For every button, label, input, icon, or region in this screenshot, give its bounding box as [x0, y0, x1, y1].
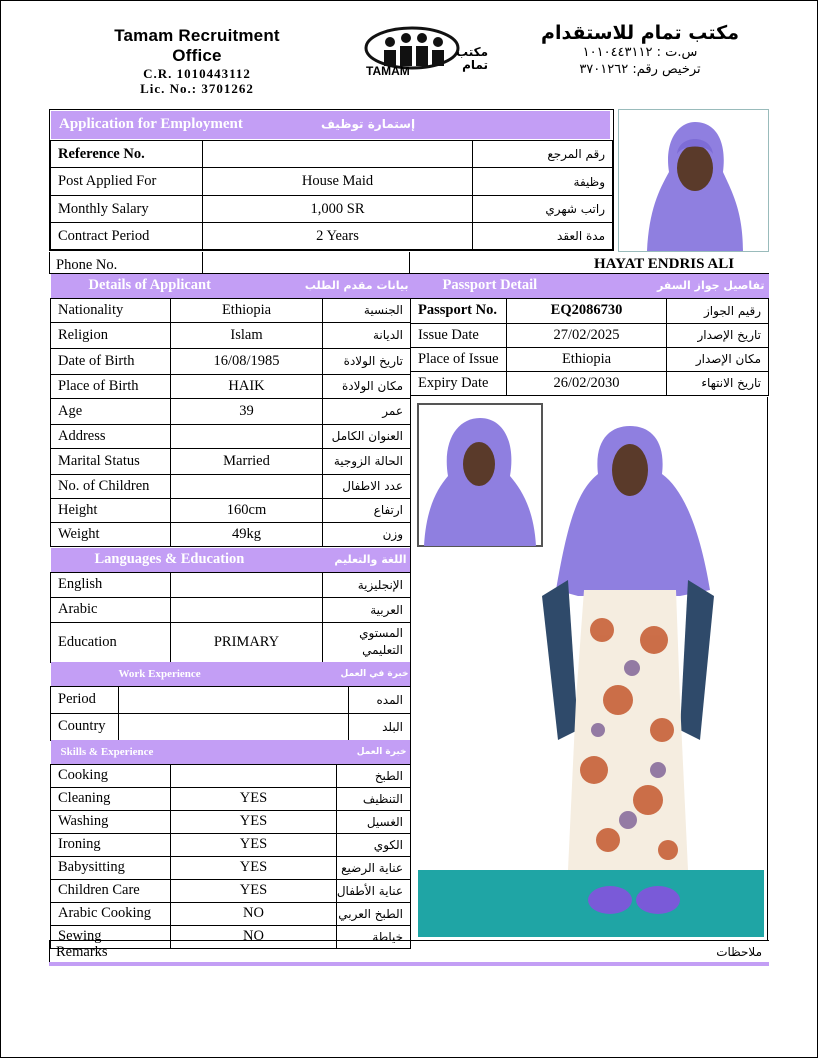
place-of-issue-label-ar: مكان الإصدار: [667, 347, 769, 371]
work-title-en: Work Experience: [51, 662, 349, 686]
table-row: [51, 879, 411, 902]
remarks-label-ar: ملاحظات: [716, 945, 762, 959]
babysitting-label: Babysitting: [51, 856, 171, 879]
age-label: Age: [51, 398, 171, 424]
sewing-label-ar: خياطة: [337, 925, 411, 948]
post-label-ar: وظيفة: [473, 168, 613, 196]
table-row: [51, 498, 411, 522]
children-value: [171, 474, 323, 498]
arabic-cooking-value: NO: [171, 902, 337, 925]
table-row: [411, 347, 769, 371]
salary-label: Monthly Salary: [51, 196, 203, 223]
age-label-ar: عمر: [323, 398, 411, 424]
cleaning-label: Cleaning: [51, 787, 171, 810]
sewing-label: Sewing: [51, 925, 171, 948]
nationality-label-ar: الجنسية: [323, 298, 411, 322]
skills-title-bar: [51, 740, 411, 764]
application-title-bar: [51, 111, 610, 139]
license-number: Lic. No.: 3701262: [140, 81, 254, 96]
issue-date-label-ar: تاريخ الإصدار: [667, 323, 769, 347]
table-row: [51, 374, 411, 398]
issue-date-label: Issue Date: [411, 323, 507, 347]
cr-number: C.R. 1010443112: [143, 66, 251, 81]
passport-title-bar: [411, 274, 769, 298]
logo-text: TAMAM: [366, 64, 410, 78]
applicant-title-ar: بيانات مقدم الطلب: [323, 274, 411, 298]
ironing-label: Ironing: [51, 833, 171, 856]
dob-value: 16/08/1985: [171, 348, 323, 374]
remarks-row: [49, 940, 769, 962]
expiry-date-label: Expiry Date: [411, 371, 507, 395]
place-of-issue-label: Place of Issue: [411, 347, 507, 371]
table-row: [51, 787, 411, 810]
salary-value: 1,000 SR: [203, 196, 473, 223]
education-value: PRIMARY: [171, 622, 323, 662]
table-row: [51, 902, 411, 925]
reference-label-ar: رقم المرجع: [473, 141, 613, 168]
ironing-value: YES: [171, 833, 337, 856]
weight-label-ar: وزن: [323, 522, 411, 546]
table-row: [51, 713, 411, 740]
table-row: [51, 398, 411, 424]
reference-label: Reference No.: [51, 141, 203, 168]
age-value: 39: [171, 398, 323, 424]
english-label-ar: الإنجليزية: [323, 572, 411, 597]
languages-title-en: Languages & Education: [51, 548, 323, 572]
phone-label: Phone No.: [56, 257, 118, 273]
dob-label-ar: تاريخ الولادة: [323, 348, 411, 374]
reference-value: [203, 141, 473, 168]
address-label: Address: [51, 424, 171, 448]
application-title-en: Application for Employment: [59, 116, 243, 132]
office-name-en: Tamam Recruitment Office: [114, 26, 280, 65]
marital-label: Marital Status: [51, 448, 171, 474]
table-row: [51, 622, 411, 662]
skills-title-en: Skills & Experience: [51, 740, 337, 764]
passport-no-value: EQ2086730: [507, 298, 667, 323]
height-value: 160cm: [171, 498, 323, 522]
pob-label: Place of Birth: [51, 374, 171, 398]
height-label: Height: [51, 498, 171, 522]
contract-label-ar: مدة العقد: [473, 223, 613, 250]
arabic-cooking-label-ar: الطبخ العربي: [337, 902, 411, 925]
company-logo: [360, 22, 490, 82]
table-row: [51, 448, 411, 474]
contract-label: Contract Period: [51, 223, 203, 250]
nationality-value: Ethiopia: [171, 298, 323, 322]
cooking-label-ar: الطبخ: [337, 764, 411, 787]
passport-table: [410, 274, 769, 396]
education-label: Education: [51, 622, 171, 662]
country-value: [119, 713, 349, 740]
remarks-label: Remarks: [56, 944, 108, 960]
table-row: [51, 810, 411, 833]
address-label-ar: العنوان الكامل: [323, 424, 411, 448]
table-row: [411, 323, 769, 347]
religion-label-ar: الديانة: [323, 322, 411, 348]
table-row: [51, 764, 411, 787]
marital-label-ar: الحالة الزوجية: [323, 448, 411, 474]
languages-title-ar: اللغة والتعليم: [323, 548, 411, 572]
applicant-name: HAYAT ENDRIS ALI: [594, 256, 735, 272]
country-label: Country: [51, 713, 119, 740]
babysitting-label-ar: عناية الرضيع: [337, 856, 411, 879]
skills-title-ar: خبرة العمل: [337, 740, 411, 764]
table-row: [51, 141, 613, 168]
period-value: [119, 686, 349, 713]
passport-title-ar: تفاصيل جواز السفر: [667, 274, 769, 298]
children-care-value: YES: [171, 879, 337, 902]
passport-no-label: Passport No.: [411, 298, 507, 323]
pob-value: HAIK: [171, 374, 323, 398]
country-label-ar: البلد: [349, 713, 411, 740]
languages-title-bar: [51, 548, 411, 572]
address-value: [171, 424, 323, 448]
post-value: House Maid: [203, 168, 473, 196]
applicant-details-table: [50, 274, 411, 547]
nationality-label: Nationality: [51, 298, 171, 322]
issue-date-value: 27/02/2025: [507, 323, 667, 347]
table-row: [51, 597, 411, 622]
salary-label-ar: راتب شهري: [473, 196, 613, 223]
arabic-cooking-label: Arabic Cooking: [51, 902, 171, 925]
religion-label: Religion: [51, 322, 171, 348]
washing-label: Washing: [51, 810, 171, 833]
english-value: [171, 572, 323, 597]
license-number-ar: ترخيص رقم: ٣٧٠١٢٦٢: [579, 62, 701, 77]
table-row: [51, 522, 411, 546]
table-row: [51, 322, 411, 348]
remarks-bottom-bar: [49, 962, 769, 966]
babysitting-value: YES: [171, 856, 337, 879]
religion-value: Islam: [171, 322, 323, 348]
children-care-label-ar: عناية الأطفال: [337, 879, 411, 902]
cr-number-ar: س.ت : ١٠١٠٤٤٣١١٢: [582, 45, 698, 60]
languages-table: [50, 548, 411, 663]
work-title-ar: خبرة في العمل: [349, 662, 411, 686]
applicant-full-photo: [418, 400, 764, 937]
table-row: [51, 298, 411, 322]
office-header-en: [92, 26, 302, 96]
table-row: [51, 168, 613, 196]
table-row: [411, 371, 769, 395]
cooking-value: [171, 764, 337, 787]
table-row: [51, 424, 411, 448]
application-table: [50, 140, 613, 250]
expiry-date-label-ar: تاريخ الانتهاء: [667, 371, 769, 395]
applicant-title-en: Details of Applicant: [51, 274, 323, 298]
office-name-ar: مكتب تمام للاستقدام: [541, 22, 739, 44]
washing-label-ar: الغسيل: [337, 810, 411, 833]
english-label: English: [51, 572, 171, 597]
sewing-value: NO: [171, 925, 337, 948]
table-row: [51, 223, 613, 250]
pob-label-ar: مكان الولادة: [323, 374, 411, 398]
post-label: Post Applied For: [51, 168, 203, 196]
place-of-issue-value: Ethiopia: [507, 347, 667, 371]
dob-label: Date of Birth: [51, 348, 171, 374]
cleaning-value: YES: [171, 787, 337, 810]
applicant-title-bar: [51, 274, 411, 298]
washing-value: YES: [171, 810, 337, 833]
phone-value-box: [202, 252, 410, 274]
height-label-ar: ارتفاع: [323, 498, 411, 522]
cleaning-label-ar: التنظيف: [337, 787, 411, 810]
arabic-value: [171, 597, 323, 622]
period-label: Period: [51, 686, 119, 713]
weight-label: Weight: [51, 522, 171, 546]
education-label-ar: المستوي التعليمي: [323, 622, 411, 662]
office-header-ar: [530, 22, 750, 78]
passport-title-en: Passport Detail: [411, 274, 667, 298]
skills-table: [50, 740, 411, 949]
work-table: [50, 662, 411, 741]
ironing-label-ar: الكوي: [337, 833, 411, 856]
children-label: No. of Children: [51, 474, 171, 498]
application-title-ar: إستمارة توظيف: [321, 117, 416, 131]
arabic-label: Arabic: [51, 597, 171, 622]
weight-value: 49kg: [171, 522, 323, 546]
table-row: [51, 856, 411, 879]
table-row: [51, 348, 411, 374]
applicant-headshot: [618, 109, 769, 252]
passport-no-label-ar: رقيم الجواز: [667, 298, 769, 323]
arabic-label-ar: العربية: [323, 597, 411, 622]
table-row: [51, 572, 411, 597]
cooking-label: Cooking: [51, 764, 171, 787]
period-label-ar: المده: [349, 686, 411, 713]
expiry-date-value: 26/02/2030: [507, 371, 667, 395]
table-row: [51, 196, 613, 223]
logo-text-ar: مكتب تمام: [455, 45, 488, 72]
table-row: [411, 298, 769, 323]
contract-value: 2 Years: [203, 223, 473, 250]
work-title-bar: [51, 662, 411, 686]
marital-value: Married: [171, 448, 323, 474]
children-label-ar: عدد الاطفال: [323, 474, 411, 498]
children-care-label: Children Care: [51, 879, 171, 902]
table-row: [51, 686, 411, 713]
table-row: [51, 474, 411, 498]
table-row: [51, 833, 411, 856]
